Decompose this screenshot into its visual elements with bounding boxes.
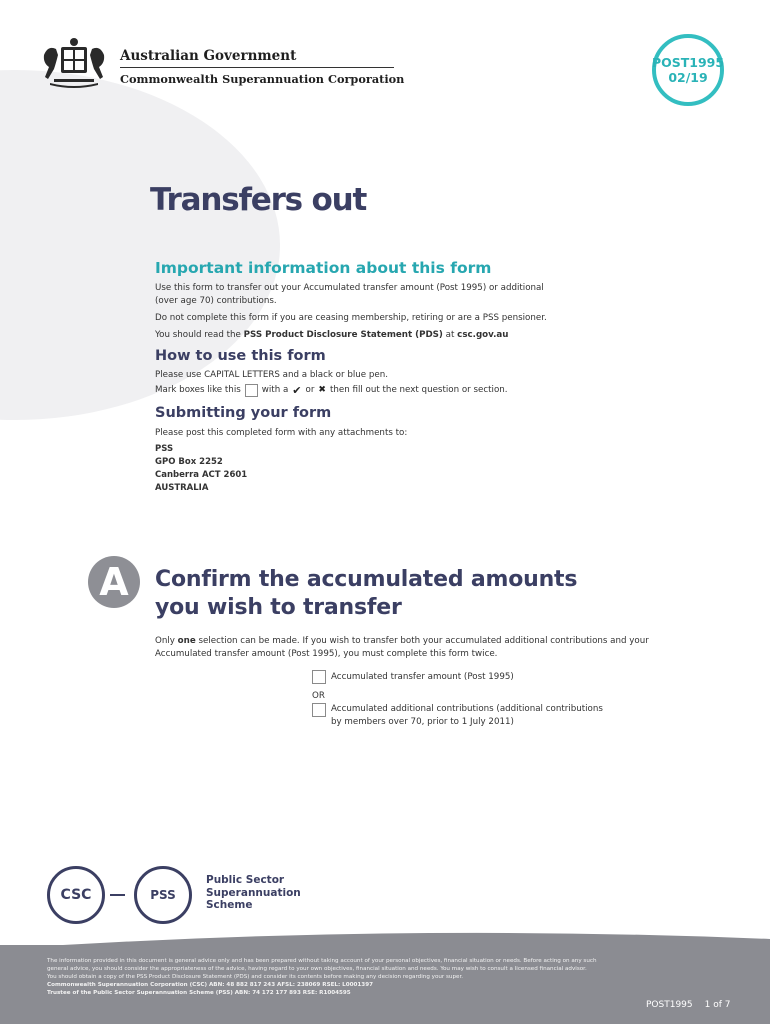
address-line: GPO Box 2252 [155, 457, 223, 467]
csc-logo: CSC [47, 866, 105, 924]
option-2-checkbox[interactable] [312, 703, 326, 717]
section-title-line-2: you wish to transfer [155, 595, 402, 620]
section-title-line-1: Confirm the accumulated amounts [155, 567, 578, 592]
intro-rest: selection can be made. If you wish to transfer both your accumulated additional contributions and your [195, 636, 649, 646]
submit-intro: Please post this completed form with any attachments to: [155, 428, 408, 438]
important-line-3 [155, 329, 615, 342]
scheme-name [206, 874, 301, 912]
form-date: 02/19 [668, 70, 708, 85]
section-a-title [155, 566, 577, 622]
mark-prefix: Mark boxes like this [155, 385, 241, 395]
option-1-label: Accumulated transfer amount (Post 1995) [331, 671, 514, 682]
option-2-label [331, 703, 603, 729]
line3-prefix: You should read the [155, 330, 244, 340]
line3-mid: at [442, 330, 458, 340]
how-to-heading: How to use this form [155, 348, 326, 364]
or-separator: OR [312, 691, 325, 701]
important-text [155, 282, 615, 342]
scheme-line-2: Superannuation [206, 886, 301, 899]
important-heading: Important information about this form [155, 259, 492, 277]
form-code: POST1995 [651, 55, 725, 70]
mark-suffix: then fill out the next question or section. [329, 385, 508, 395]
section-a-intro-line-2: Accumulated transfer amount (Post 1995), you must complete this form twice. [155, 649, 498, 659]
cross-icon: ✖ [318, 385, 326, 395]
submit-heading: Submitting your form [155, 405, 332, 421]
disclaimer-text [47, 957, 727, 997]
important-line-1b: (over age 70) contributions. [155, 296, 277, 306]
csc-abn-line: Commonwealth Superannuation Corporation (CSC) ABN: 48 882 817 243 AFSL: 238069 RSEL: L0001397 [47, 982, 373, 988]
mark-or: or [305, 385, 315, 395]
csc-website-link[interactable]: csc.gov.au [457, 330, 509, 340]
page-number: 1 of 7 [704, 1000, 731, 1010]
agency-name: Commonwealth Superannuation Corporation [120, 72, 405, 86]
option-2-line-1: Accumulated additional contributions (additional contributions [331, 704, 603, 714]
disclaimer-line: general advice, you should consider the appropriateness of the advice, having regard to your own objectives, financial situation and needs. You may wish to consult a licensed financial advisor. [47, 966, 587, 972]
important-line-1a: Use this form to transfer out your Accumulated transfer amount (Post 1995) or additional [155, 283, 544, 293]
important-line-2: Do not complete this form if you are ceasing membership, retiring or are a PSS pensioner. [155, 313, 547, 323]
government-name: Australian Government [120, 48, 297, 64]
pss-logo: PSS [134, 866, 192, 924]
disclaimer-line: You should obtain a copy of the PSS Product Disclosure Statement (PDS) and consider its contents before making any decision regarding your super. [47, 974, 464, 980]
page-title: Transfers out [150, 182, 367, 218]
form-code-badge [652, 34, 724, 106]
how-to-line-1: Please use CAPITAL LETTERS and a black or blue pen. [155, 370, 388, 380]
background-circle [0, 70, 280, 420]
scheme-line-1: Public Sector [206, 874, 285, 886]
example-checkbox [245, 384, 258, 397]
address-line: PSS [155, 444, 174, 454]
scheme-line-3: Scheme [206, 899, 253, 911]
address-line: Canberra ACT 2601 [155, 470, 248, 480]
tick-icon: ✔ [292, 384, 302, 397]
header-divider [120, 67, 394, 68]
section-a-intro-line-1 [155, 635, 715, 648]
option-accumulated-transfer[interactable] [312, 670, 514, 684]
page-form-code: POST1995 [646, 1000, 693, 1010]
section-letter-badge: A [88, 556, 140, 608]
coat-of-arms-icon [34, 33, 114, 89]
page-footer-info [646, 1000, 731, 1010]
mark-instructions [155, 384, 615, 397]
pds-name: PSS Product Disclosure Statement (PDS) [243, 330, 443, 340]
address-line: AUSTRALIA [155, 483, 209, 493]
option-2-line-2: by members over 70, prior to 1 July 2011) [331, 717, 514, 727]
option-1-checkbox[interactable] [312, 670, 326, 684]
postal-address [155, 443, 247, 495]
disclaimer-line: The information provided in this document is general advice only and has been prepared without taking account of your personal objectives, financial situation or needs. Before acting on any such [47, 958, 597, 964]
logo-dash [110, 894, 125, 896]
intro-bold: one [177, 636, 196, 646]
intro-prefix: Only [155, 636, 178, 646]
mark-with: with a [261, 385, 289, 395]
pss-abn-line: Trustee of the Public Sector Superannuation Scheme (PSS) ABN: 74 172 177 893 RSE: R1004595 [47, 990, 351, 996]
section-a-intro [155, 635, 715, 661]
option-additional-contributions[interactable] [312, 703, 603, 729]
